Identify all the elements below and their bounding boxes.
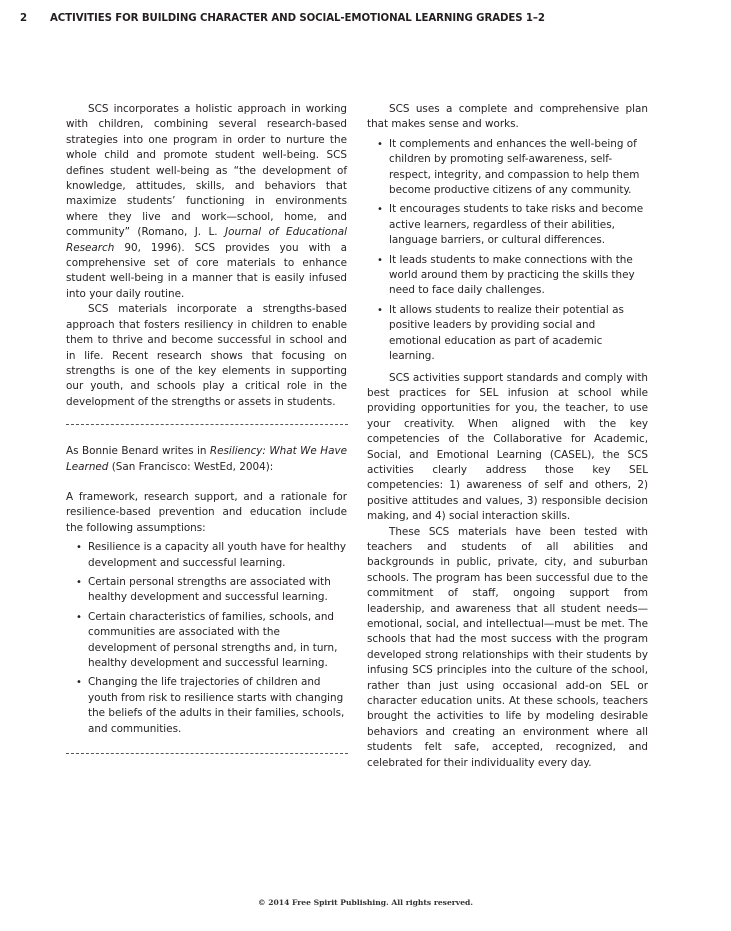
page-number: 2: [20, 13, 27, 24]
standards-paragraph: SCS activities support standards and comply with best practices for SEL infusion at school while providing opportunities for you, the teacher, to use your creativity. When aligned with the key competencies of the Collaborative for Academic, Social, and Emotional Learning (CASEL), the SCS activities clearly address those key SEL competencies: 1) awareness of self and others, 2) positive attitudes and values, 3) responsible decision making, and 4) social interaction skills.: [367, 371, 648, 523]
dashed-divider-bottom: [66, 753, 348, 754]
right-column: [367, 102, 648, 771]
bullet-icon: •: [76, 611, 82, 623]
sidebar-intro-text-cont: (San Francisco: WestEd, 2004):: [108, 460, 274, 473]
list-item: [367, 202, 648, 248]
bullet-icon: •: [377, 254, 383, 266]
list-item: [66, 575, 347, 606]
intro-text: SCS incorporates a holistic approach in working with children, combining several research-based strategies into one program in order to nurture the whole child and promote student well-being. SCS defines student well-being as “the development of knowledge, attitudes, skills, and behaviors that maximize students’ functioning in environments where they live and work—school, home, and community” (Romano, J. L.: [66, 103, 347, 239]
list-item-text: It leads students to make connections with the world around them by practicing the skills they need to face daily challenges.: [389, 253, 635, 297]
list-item: [367, 303, 648, 365]
assumptions-list: [66, 540, 347, 737]
list-item-text: Changing the life trajectories of children and youth from risk to resilience starts with changing the beliefs of the adults in their families, schools, and communities.: [88, 676, 345, 735]
copyright-footer: © 2014 Free Spirit Publishing. All rights reserved.: [258, 898, 473, 907]
bullet-icon: •: [76, 677, 82, 689]
running-header: [20, 13, 545, 24]
list-item: [367, 137, 648, 199]
strengths-paragraph: SCS materials incorporate a strengths-based approach that fosters resiliency in children to enable them to thrive and become successful in school and in life. Recent research shows that focusing on strengths is one of the key elements in supporting our youth, and schools play a critical role in the development of the strengths or assets in students.: [66, 303, 347, 408]
list-item: [367, 253, 648, 299]
resiliency-sidebar: [66, 424, 347, 754]
bullet-icon: •: [76, 576, 82, 588]
journal-title: Journal of Educational Research: [66, 226, 347, 254]
bullet-icon: •: [76, 542, 82, 554]
sidebar-intro: [66, 444, 347, 475]
list-item-text: It allows students to realize their potential as positive leaders by providing social and emotional education as part of academic learning.: [389, 303, 624, 363]
list-item-text: It complements and enhances the well-being of children by promoting self-awareness, self-respect, integrity, and compassion to help them become productive citizens of any community.: [389, 137, 640, 197]
list-item-text: Resilience is a capacity all youth have for healthy development and successful learning.: [88, 541, 346, 569]
plan-paragraph: SCS uses a complete and comprehensive plan that makes sense and works.: [367, 103, 648, 131]
book-citation-title: Resiliency: What We Have Learned: [66, 445, 347, 473]
testing-paragraph: These SCS materials have been tested with teachers and students of all abilities and backgrounds in public, private, city, and suburban schools. The program has been successful due to the commitment of staff, ongoing support from leadership, and awareness that all student needs—emotional, social, and intellectual—must be met. The schools that had the most success with the program developed strong relationships with their students by infusing SCS principles into the culture of the school, rather than just using occasional add-on SEL or character education units. At these schools, teachers brought the activities to life by modeling desirable behaviors and creating an environment where all students felt safe, accepted, recognized, and celebrated for their individuality every day.: [367, 525, 648, 769]
book-title: ACTIVITIES FOR BUILDING CHARACTER AND SOCIAL-EMOTIONAL LEARNING GRADES 1–2: [50, 13, 545, 24]
bullet-icon: •: [377, 138, 383, 150]
list-item: [66, 610, 347, 672]
list-item: [66, 540, 347, 571]
intro-paragraph: [66, 102, 347, 302]
benefits-list: [367, 137, 648, 365]
list-item-text: Certain characteristics of families, schools, and communities are associated with the development of personal strengths and, in turn, healthy development and successful learning.: [88, 610, 338, 669]
intro-text-cont: 90, 1996). SCS provides you with a comprehensive set of core materials to enhance student well-being in a manner that is easily infused into your daily routine.: [66, 241, 347, 300]
dashed-divider-top: [66, 424, 348, 425]
left-column: [66, 102, 347, 754]
list-item: [66, 675, 347, 737]
sidebar-quote: A framework, research support, and a rationale for resilience-based prevention and education include the following assumptions:: [66, 490, 347, 534]
list-item-text: It encourages students to take risks and become active learners, regardless of their abilities, language barriers, or cultural differences.: [389, 203, 644, 247]
sidebar-intro-text: As Bonnie Benard writes in: [66, 445, 210, 458]
list-item-text: Certain personal strengths are associated with healthy development and successful learning.: [88, 575, 331, 604]
bullet-icon: •: [377, 204, 383, 216]
bullet-icon: •: [377, 304, 383, 316]
